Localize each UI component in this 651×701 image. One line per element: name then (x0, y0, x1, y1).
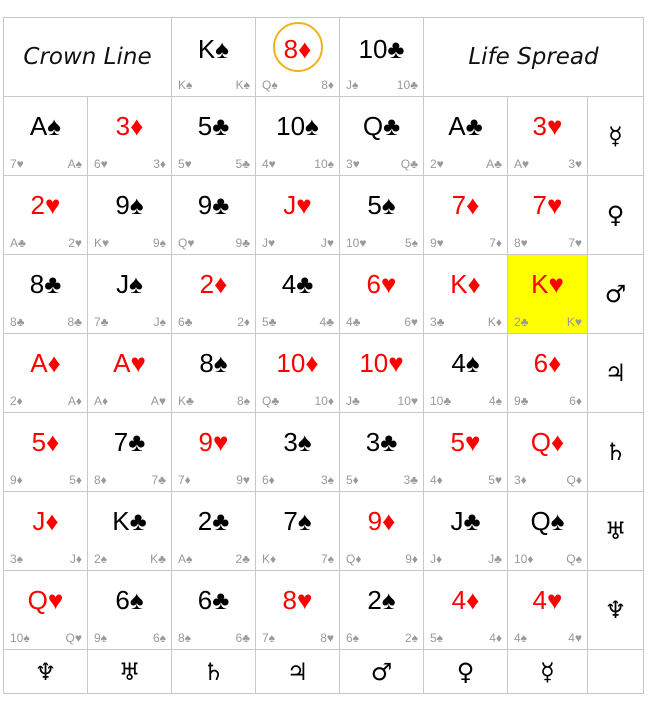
grid-card: 2♦ (199, 269, 228, 299)
grid-sub-left: 10♥ (346, 236, 367, 250)
grid-card: Q♦ (530, 427, 565, 457)
grid-sub-right: 7♥ (568, 236, 582, 250)
planet-symbol: ♆ (34, 657, 57, 686)
grid-card: 10♦ (276, 348, 319, 378)
planet-symbol: ♅ (604, 517, 627, 545)
grid-sub-left: 6♥ (94, 157, 108, 171)
grid-cell (171, 254, 255, 333)
row-planet-cell (587, 333, 644, 412)
grid-cell (87, 333, 171, 412)
grid-sub-left: 3♠ (10, 552, 24, 566)
grid-cell (423, 96, 507, 175)
planet-symbol: ♂ (370, 657, 393, 686)
grid-card: 10♥ (359, 348, 404, 378)
grid-sub-right: 10♥ (397, 394, 418, 408)
grid-card: 4♣ (281, 269, 314, 299)
planet-symbol: ♃ (286, 657, 309, 686)
grid-sub-right: 6♠ (152, 631, 166, 645)
grid-card: 7♥ (532, 190, 563, 220)
grid-cell (255, 412, 339, 491)
crown-card-2 (255, 17, 339, 96)
grid-cell (339, 254, 423, 333)
footer-planet-cell (171, 649, 255, 694)
grid-sub-left: 4♠ (514, 631, 528, 645)
grid-cell (339, 175, 423, 254)
grid-cell (3, 333, 87, 412)
grid-sub-right: 7♦ (489, 236, 502, 250)
grid-sub-right: 2♥ (68, 236, 82, 250)
grid-card: 5♦ (31, 427, 60, 457)
grid-sub-right: A♠ (67, 157, 82, 171)
grid-sub-right: 8♣ (67, 315, 82, 329)
grid-sub-left: 8♦ (94, 473, 107, 487)
grid-sub-left: A♥ (514, 157, 530, 171)
grid-sub-left: A♣ (10, 236, 26, 250)
grid-card: 6♦ (533, 348, 562, 378)
grid-card: A♥ (113, 348, 146, 378)
grid-sub-right: 2♦ (237, 315, 250, 329)
planet-symbol: ☿ (540, 657, 555, 686)
grid-card: Q♥ (27, 585, 64, 615)
grid-card: 2♠ (367, 585, 396, 615)
grid-sub-left: Q♣ (262, 394, 280, 408)
row-planet-cell (587, 254, 644, 333)
grid-card: J♠ (116, 269, 143, 299)
row-planet-cell (587, 570, 644, 649)
grid-cell (339, 570, 423, 649)
planet-symbol: ♅ (118, 657, 141, 686)
planet-symbol: ♀ (606, 201, 625, 229)
grid-cell (255, 491, 339, 570)
planet-symbol: ☿ (608, 122, 623, 150)
grid-card: J♣ (450, 506, 481, 536)
grid-cell (255, 175, 339, 254)
grid-sub-left: 10♣ (430, 394, 452, 408)
grid-sub-right: 6♥ (404, 315, 418, 329)
grid-sub-right: 5♦ (69, 473, 82, 487)
grid-sub-right: 7♣ (151, 473, 166, 487)
grid-sub-left: J♥ (262, 236, 276, 250)
grid-cell (507, 570, 587, 649)
grid-sub-left: 2♥ (430, 157, 444, 171)
grid-sub-left: 4♥ (262, 157, 276, 171)
grid-cell (423, 570, 507, 649)
crown-2-sub-right: 8♦ (321, 78, 334, 92)
grid-sub-left: 4♣ (346, 315, 361, 329)
grid-sub-right: 8♥ (320, 631, 334, 645)
grid-sub-left: 5♣ (262, 315, 277, 329)
grid-sub-left: 3♣ (430, 315, 445, 329)
grid-cell (255, 254, 339, 333)
grid-sub-left: Q♦ (346, 552, 362, 566)
footer-planet-cell (87, 649, 171, 694)
grid-sub-left: K♦ (262, 552, 277, 566)
row-planet-cell (587, 412, 644, 491)
grid-card: 4♦ (451, 585, 480, 615)
grid-sub-right: 2♣ (235, 552, 250, 566)
grid-cell (87, 254, 171, 333)
crown-1-card: K♠ (197, 34, 230, 64)
grid-card: 7♠ (283, 506, 312, 536)
grid-sub-right: 4♣ (319, 315, 334, 329)
grid-cell (171, 96, 255, 175)
crown-2-sub-left: Q♠ (262, 78, 278, 92)
grid-card: 2♥ (30, 190, 61, 220)
grid-card: A♦ (30, 348, 61, 378)
grid-sub-right: 3♥ (568, 157, 582, 171)
row-planet-cell (587, 175, 644, 254)
grid-sub-left: 8♣ (10, 315, 25, 329)
grid-cell (3, 412, 87, 491)
grid-card: Q♣ (362, 111, 401, 141)
grid-cell (423, 254, 507, 333)
grid-cell (171, 333, 255, 412)
grid-card: 9♣ (197, 190, 230, 220)
footer-planet-cell (423, 649, 507, 694)
grid-cell (423, 333, 507, 412)
grid-sub-right: 5♣ (235, 157, 250, 171)
grid-sub-right: 2♠ (404, 631, 418, 645)
grid-cell (171, 412, 255, 491)
grid-sub-right: K♣ (150, 552, 166, 566)
grid-sub-left: A♦ (94, 394, 109, 408)
grid-sub-right: J♣ (488, 552, 502, 566)
grid-cell (3, 491, 87, 570)
grid-card: K♣ (112, 506, 147, 536)
grid-cell (3, 570, 87, 649)
grid-sub-left: Q♥ (178, 236, 195, 250)
grid-card: A♣ (448, 111, 483, 141)
grid-sub-left: 5♠ (430, 631, 444, 645)
grid-card: 4♥ (532, 585, 563, 615)
crown-1-sub-left: K♠ (178, 78, 193, 92)
grid-cell (171, 491, 255, 570)
grid-sub-left: 7♦ (178, 473, 191, 487)
grid-sub-left: 2♦ (10, 394, 23, 408)
planet-symbol: ♄ (604, 438, 627, 466)
grid-sub-right: K♦ (487, 315, 502, 329)
planet-symbol: ♃ (604, 359, 627, 387)
grid-sub-right: 9♦ (405, 552, 418, 566)
crown-3-sub-right: 10♣ (396, 78, 418, 92)
grid-cell (507, 175, 587, 254)
grid-cell (3, 96, 87, 175)
grid-sub-left: 3♥ (346, 157, 360, 171)
grid-card: 6♣ (197, 585, 230, 615)
grid-sub-right: 9♥ (236, 473, 250, 487)
grid-sub-left: 10♠ (10, 631, 30, 645)
crown-2-card: 8♦ (283, 34, 312, 64)
grid-sub-left: 6♣ (178, 315, 193, 329)
grid-sub-right: A♦ (67, 394, 82, 408)
grid-sub-left: J♦ (430, 552, 443, 566)
grid-card: 8♠ (199, 348, 228, 378)
grid-sub-left: K♣ (178, 394, 194, 408)
grid-cell (507, 96, 587, 175)
grid-cell (507, 254, 587, 333)
grid-cell (87, 412, 171, 491)
grid-card: J♥ (283, 190, 312, 220)
grid-card: K♦ (450, 269, 481, 299)
grid-card: A♠ (29, 111, 62, 141)
row-planet-cell (587, 491, 644, 570)
grid-sub-right: 9♣ (235, 236, 250, 250)
grid-cell (507, 491, 587, 570)
grid-card: 5♠ (367, 190, 396, 220)
grid-cell (423, 491, 507, 570)
grid-card: 8♥ (282, 585, 313, 615)
grid-cell (423, 175, 507, 254)
grid-sub-right: 4♥ (568, 631, 582, 645)
grid-cell (339, 96, 423, 175)
grid-sub-left: K♥ (94, 236, 110, 250)
grid-sub-left: 9♥ (430, 236, 444, 250)
grid-sub-right: 3♣ (403, 473, 418, 487)
grid-sub-right: Q♥ (65, 631, 82, 645)
grid-card: J♦ (32, 506, 59, 536)
grid-cell (3, 175, 87, 254)
grid-sub-right: J♦ (69, 552, 82, 566)
grid-sub-left: 2♠ (94, 552, 108, 566)
footer-planet-cell (255, 649, 339, 694)
grid-sub-left: 7♣ (94, 315, 109, 329)
crown-line-title: Crown Line (3, 17, 171, 96)
grid-sub-left: 8♥ (514, 236, 528, 250)
grid-sub-left: 9♦ (10, 473, 23, 487)
grid-card: 7♣ (113, 427, 146, 457)
grid-sub-left: 9♣ (514, 394, 529, 408)
grid-card: 5♣ (197, 111, 230, 141)
grid-sub-right: J♠ (153, 315, 166, 329)
footer-planet-cell (3, 649, 87, 694)
grid-sub-right: 3♦ (153, 157, 166, 171)
planet-symbol: ♆ (604, 596, 627, 624)
grid-sub-left: 2♣ (514, 315, 529, 329)
grid-card: 8♣ (29, 269, 62, 299)
footer-planet-cell (339, 649, 423, 694)
grid-sub-left: 4♦ (430, 473, 443, 487)
grid-sub-right: 6♦ (569, 394, 582, 408)
grid-sub-right: Q♠ (566, 552, 582, 566)
crown-3-card: 10♣ (358, 34, 405, 64)
grid-cell (255, 333, 339, 412)
grid-card: 7♦ (451, 190, 480, 220)
grid-cell (339, 333, 423, 412)
grid-sub-left: A♠ (178, 552, 193, 566)
grid-cell (87, 175, 171, 254)
grid-cell (87, 570, 171, 649)
grid-card: 9♠ (115, 190, 144, 220)
planet-symbol: ♂ (604, 280, 627, 308)
grid-sub-right: 4♦ (489, 631, 502, 645)
grid-card: 3♠ (283, 427, 312, 457)
grid-sub-left: 7♥ (10, 157, 24, 171)
grid-sub-right: 3♠ (320, 473, 334, 487)
grid-sub-right: 7♠ (320, 552, 334, 566)
grid-card: 6♥ (366, 269, 397, 299)
grid-sub-right: 10♠ (314, 157, 334, 171)
grid-card: 6♠ (115, 585, 144, 615)
planet-symbol: ♄ (202, 657, 225, 686)
grid-card: 9♦ (367, 506, 396, 536)
grid-sub-right: 6♣ (235, 631, 250, 645)
grid-card: Q♠ (530, 506, 565, 536)
crown-1-sub-right: K♠ (235, 78, 250, 92)
grid-cell (87, 491, 171, 570)
footer-corner-cell (587, 649, 644, 694)
grid-cell (339, 491, 423, 570)
grid-cell (423, 412, 507, 491)
grid-sub-right: Q♣ (400, 157, 418, 171)
grid-sub-right: J♥ (320, 236, 334, 250)
grid-sub-right: 4♠ (488, 394, 502, 408)
grid-cell (3, 254, 87, 333)
crown-3-sub-left: J♠ (346, 78, 359, 92)
grid-sub-right: 5♠ (404, 236, 418, 250)
grid-card: 10♠ (276, 111, 319, 141)
grid-card: 9♥ (198, 427, 229, 457)
grid-sub-right: A♥ (150, 394, 166, 408)
grid-sub-left: 6♠ (346, 631, 360, 645)
grid-card: 4♠ (451, 348, 480, 378)
planet-symbol: ♀ (456, 657, 475, 686)
grid-sub-left: 10♦ (514, 552, 534, 566)
footer-planet-cell (507, 649, 587, 694)
grid-sub-left: 9♠ (94, 631, 108, 645)
grid-cell (339, 412, 423, 491)
grid-sub-left: 5♥ (178, 157, 192, 171)
grid-sub-right: Q♦ (566, 473, 582, 487)
grid-cell (87, 96, 171, 175)
grid-cell (255, 570, 339, 649)
grid-sub-right: 9♠ (152, 236, 166, 250)
grid-sub-right: 8♠ (236, 394, 250, 408)
grid-sub-right: K♥ (566, 315, 582, 329)
grid-sub-left: 8♠ (178, 631, 192, 645)
grid-sub-left: J♣ (346, 394, 360, 408)
grid-cell (255, 96, 339, 175)
grid-sub-left: 5♦ (346, 473, 359, 487)
grid-card: 3♥ (532, 111, 563, 141)
grid-sub-left: 3♦ (514, 473, 527, 487)
crown-card-1 (171, 17, 255, 96)
grid-card: 3♣ (365, 427, 398, 457)
grid-card: 2♣ (197, 506, 230, 536)
grid-cell (507, 412, 587, 491)
grid-sub-right: A♣ (486, 157, 502, 171)
crown-card-3 (339, 17, 423, 96)
grid-card: 5♥ (450, 427, 481, 457)
grid-cell (171, 175, 255, 254)
grid-card: K♥ (531, 269, 564, 299)
grid-sub-right: 10♦ (314, 394, 334, 408)
row-planet-cell (587, 96, 644, 175)
grid-sub-left: 6♦ (262, 473, 275, 487)
grid-cell (171, 570, 255, 649)
grid-cell (507, 333, 587, 412)
grid-card: 3♦ (115, 111, 144, 141)
grid-sub-right: 5♥ (488, 473, 502, 487)
life-spread-title: Life Spread (423, 17, 644, 96)
grid-sub-left: 7♠ (262, 631, 276, 645)
